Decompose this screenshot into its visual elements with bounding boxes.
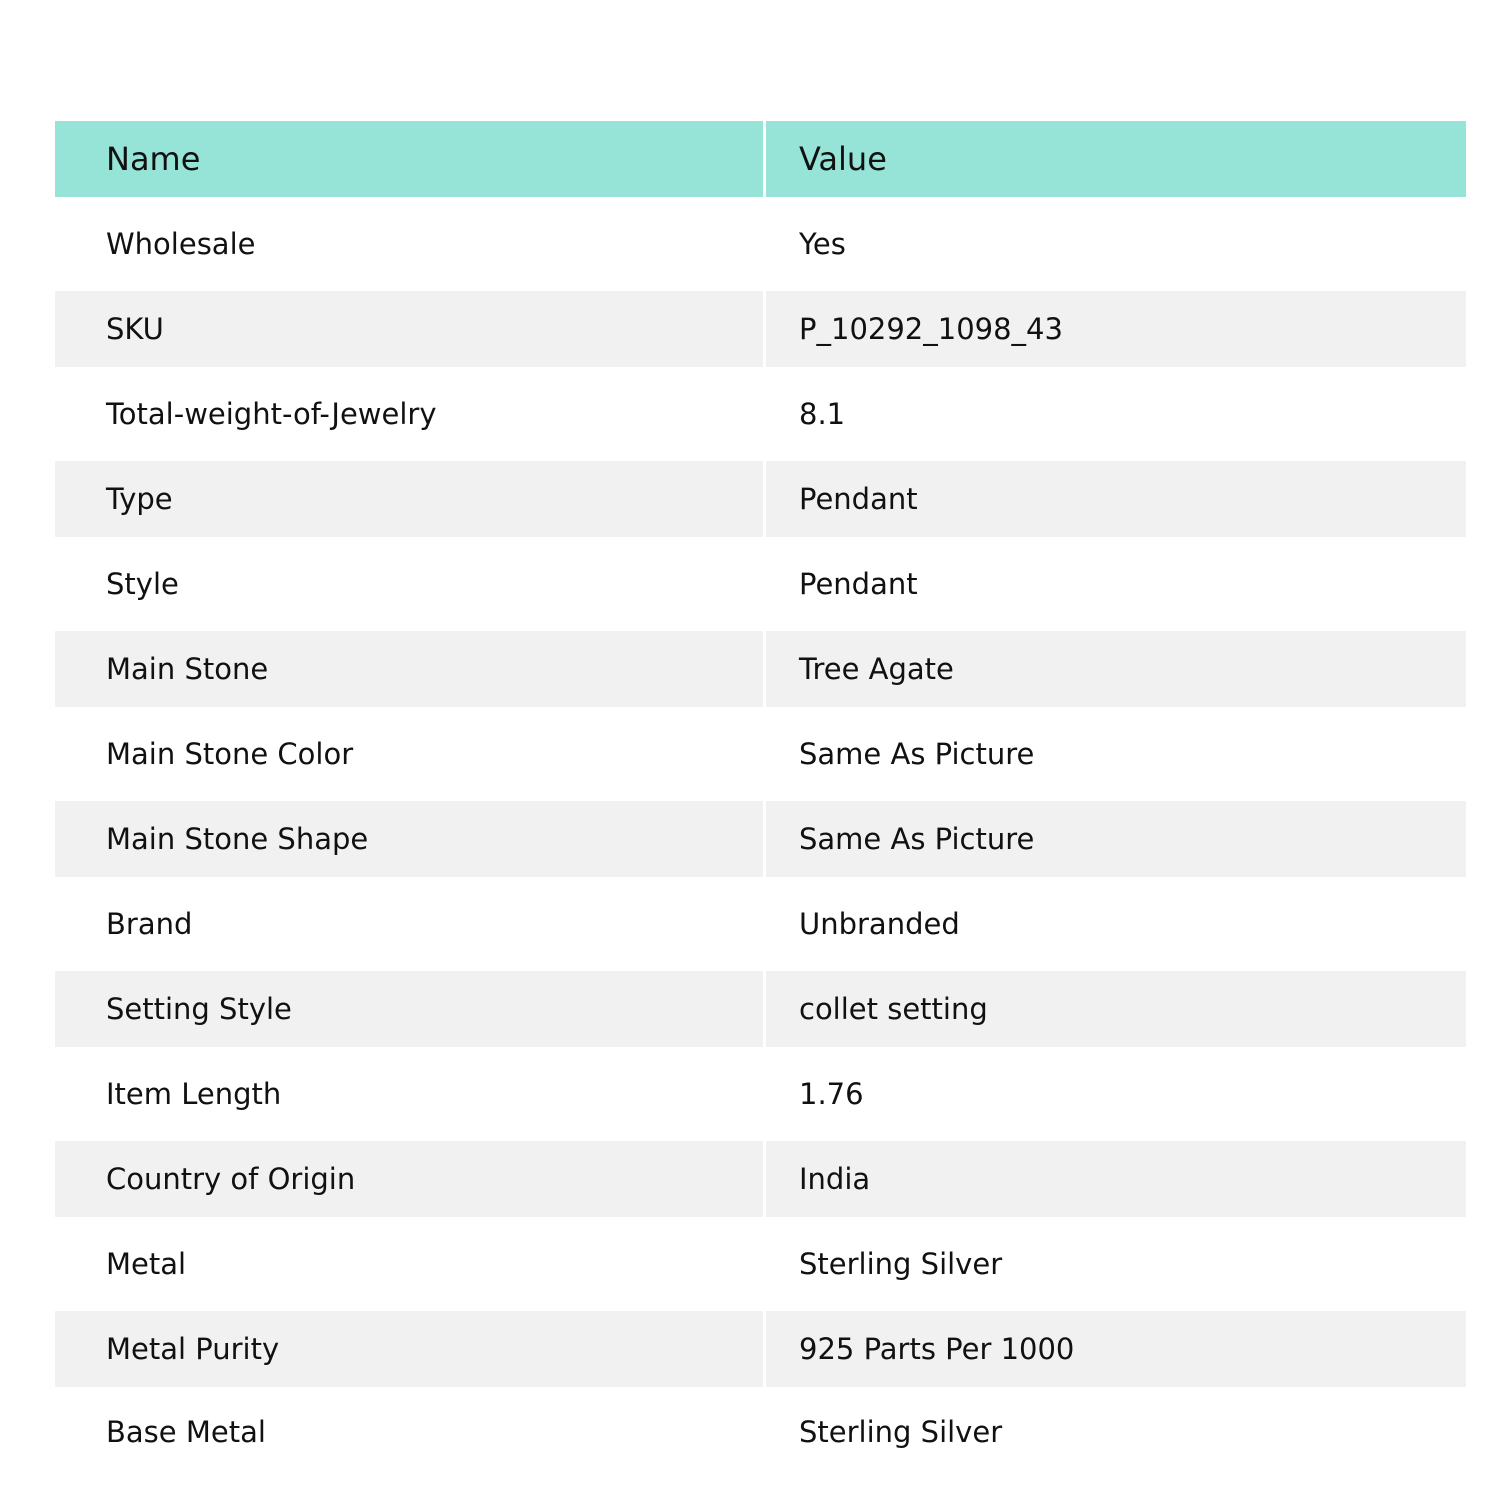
row-name-cell: Metal: [55, 1217, 766, 1311]
row-name-cell: Main Stone Shape: [55, 801, 766, 877]
row-name-cell: Main Stone: [55, 631, 766, 707]
row-name-cell: Item Length: [55, 1047, 766, 1141]
row-name-cell: Wholesale: [55, 197, 766, 291]
row-value-cell: 1.76: [766, 1047, 1466, 1141]
table-row: [55, 877, 1466, 971]
row-name-cell: Country of Origin: [55, 1141, 766, 1217]
row-value-cell: collet setting: [766, 971, 1466, 1047]
row-value-cell: Same As Picture: [766, 801, 1466, 877]
table-body: [55, 197, 1466, 1477]
row-value-cell: Same As Picture: [766, 707, 1466, 801]
row-name-cell: Setting Style: [55, 971, 766, 1047]
row-value-cell: P_10292_1098_43: [766, 291, 1466, 367]
row-name-cell: Total-weight-of-Jewelry: [55, 367, 766, 461]
table-row: [55, 631, 1466, 707]
table-row: [55, 1387, 1466, 1477]
row-value-cell: 925 Parts Per 1000: [766, 1311, 1466, 1387]
table-row: [55, 197, 1466, 291]
table-row: [55, 971, 1466, 1047]
table-header: [55, 121, 1466, 197]
row-value-cell: Tree Agate: [766, 631, 1466, 707]
row-name-cell: Base Metal: [55, 1387, 766, 1477]
row-name-cell: SKU: [55, 291, 766, 367]
table-row: [55, 291, 1466, 367]
table-row: [55, 461, 1466, 537]
row-value-cell: Sterling Silver: [766, 1217, 1466, 1311]
row-name-cell: Type: [55, 461, 766, 537]
table-row: [55, 1217, 1466, 1311]
row-value-cell: Unbranded: [766, 877, 1466, 971]
row-name-cell: Main Stone Color: [55, 707, 766, 801]
row-name-cell: Style: [55, 537, 766, 631]
row-value-cell: Sterling Silver: [766, 1387, 1466, 1477]
table-row: [55, 1047, 1466, 1141]
table-row: [55, 1311, 1466, 1387]
table-row: [55, 801, 1466, 877]
table-row: [55, 707, 1466, 801]
spec-table: [55, 121, 1466, 1477]
row-value-cell: Pendant: [766, 537, 1466, 631]
column-header-name: Name: [55, 121, 766, 197]
row-name-cell: Brand: [55, 877, 766, 971]
column-header-value: Value: [766, 121, 1466, 197]
row-value-cell: Yes: [766, 197, 1466, 291]
row-value-cell: India: [766, 1141, 1466, 1217]
table-row: [55, 537, 1466, 631]
header-row: [55, 121, 1466, 197]
table-row: [55, 367, 1466, 461]
row-value-cell: Pendant: [766, 461, 1466, 537]
row-value-cell: 8.1: [766, 367, 1466, 461]
row-name-cell: Metal Purity: [55, 1311, 766, 1387]
table-row: [55, 1141, 1466, 1217]
